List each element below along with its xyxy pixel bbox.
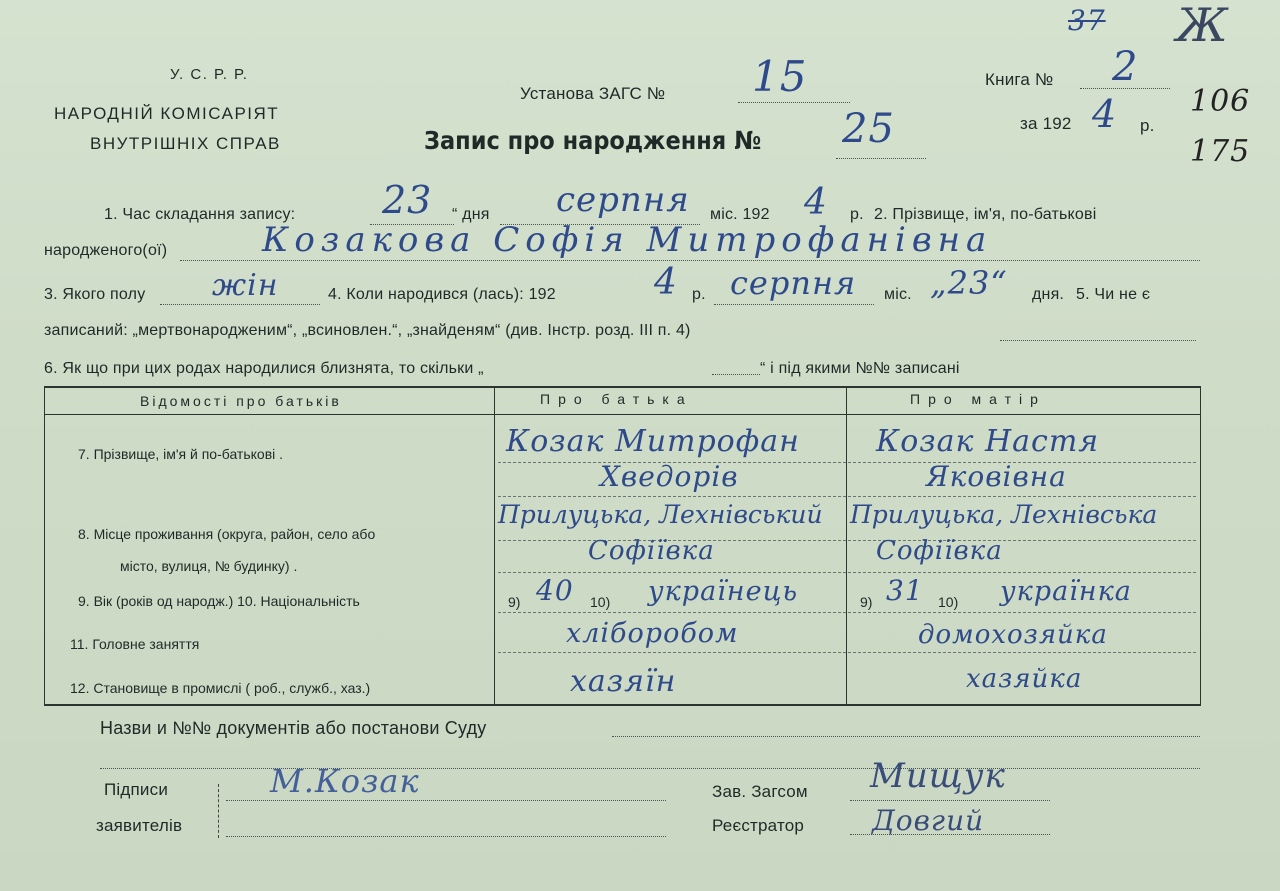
row-label-9: 9. Вік (років од народж.) 10. Національність	[78, 593, 360, 609]
registry-no-line	[738, 102, 850, 103]
book-label: Книга №	[985, 70, 1054, 89]
head-signature: Мищук	[870, 756, 1006, 796]
signatures-label-1: Підписи	[104, 780, 169, 799]
row-label-8a: 8. Місце проживання (округа, район, село або	[78, 526, 376, 542]
field-1-year-label: р.	[850, 206, 864, 223]
state-header: У. С. Р. Р.	[170, 66, 249, 83]
field-5-line	[1000, 340, 1196, 341]
field-1-month-label: міс. 192	[710, 206, 770, 223]
table-col-divider-1	[494, 386, 495, 706]
row-label-7: 7. Прізвище, ім'я й по-батькові .	[78, 446, 284, 462]
field-4-label: 4. Коли народився (лась): 192	[328, 286, 556, 303]
field-4-month-label: міс.	[884, 286, 912, 303]
father-age-prefix: 9)	[508, 594, 521, 610]
signatures-label-2: заявителів	[96, 816, 183, 835]
field-4-year-label: р.	[692, 286, 706, 303]
row-line-9	[498, 612, 1196, 613]
col-header-info: Відомості про батьків	[140, 393, 342, 409]
applicant-signature: М.Козак	[270, 762, 420, 800]
field-2-name: Козакова Софія Митрофанівна	[262, 220, 993, 260]
registry-no: 15	[752, 52, 808, 101]
row-line-11	[498, 652, 1196, 653]
field-1-day-label: “ дня	[452, 206, 490, 223]
field-4-month-line	[714, 304, 874, 305]
table-header-border	[44, 414, 1200, 415]
field-6-count-line	[712, 374, 760, 375]
mother-status: хазяйка	[966, 664, 1083, 694]
father-place-1: Прилуцька, Лехнівський	[498, 500, 823, 529]
father-nat-prefix: 10)	[590, 594, 611, 610]
documents-line	[612, 736, 1200, 737]
corner-number-crossed: 37	[1068, 4, 1106, 37]
applicant-line-1	[226, 800, 666, 801]
head-label: Зав. Загсом	[712, 782, 808, 801]
document-title: Запис про народження №	[424, 126, 762, 155]
table-top-border	[44, 386, 1200, 388]
registrar-signature: Довгий	[872, 804, 985, 837]
father-nationality: українець	[648, 576, 799, 607]
corner-mark: Ж	[1176, 0, 1229, 52]
row-label-11: 11. Головне заняття	[70, 636, 200, 652]
row-label-12: 12. Становище в промислі ( роб., служб., хаз.)	[70, 680, 371, 696]
field-1-day: 23	[382, 178, 433, 222]
commissariat-line1: НАРОДНІЙ КОМІСАРІЯТ	[54, 104, 280, 123]
table-col-divider-2	[846, 386, 847, 706]
mother-age-prefix: 9)	[860, 594, 873, 610]
field-4-year-digit: 4	[654, 262, 678, 303]
mother-nationality: українка	[1000, 576, 1132, 607]
field-3-label: 3. Якого полу	[44, 286, 146, 303]
year-digit: 4	[1092, 92, 1118, 136]
applicant-line-2	[226, 836, 666, 837]
field-4-month: серпня	[730, 264, 857, 302]
table-bottom-border	[44, 704, 1200, 706]
father-status: хазяїн	[570, 664, 677, 699]
mother-place-1: Прилуцька, Лехнівська	[850, 500, 1158, 529]
mother-age: 31	[886, 574, 924, 607]
year-label-post: р.	[1140, 116, 1155, 135]
row-label-8b: місто, вулиця, № будинку) .	[120, 558, 298, 574]
father-occupation: хліборобом	[566, 618, 739, 649]
corner-number-2: 175	[1190, 134, 1251, 169]
field-3-value: жін	[212, 268, 279, 303]
registry-label: Установа ЗАГС №	[520, 84, 666, 103]
record-no-line	[836, 158, 926, 159]
commissariat-line2: ВНУТРІШНІХ СПРАВ	[90, 134, 281, 153]
year-label-pre: за 192	[1020, 114, 1072, 133]
row-line-7b	[498, 496, 1196, 497]
father-name-2: Хведорів	[600, 460, 739, 493]
field-6-label-post: “ і під якими №№ записані	[760, 360, 960, 377]
field-2-label: 2. Прізвище, ім'я, по-батькові	[874, 206, 1097, 223]
table-left-border	[44, 386, 45, 706]
head-line	[850, 800, 1050, 801]
mother-nat-prefix: 10)	[938, 594, 959, 610]
corner-number-1: 106	[1190, 84, 1251, 119]
field-1-month: серпня	[556, 180, 690, 220]
field-4-day-label: дня.	[1032, 286, 1065, 303]
father-age: 40	[536, 574, 574, 607]
field-5-line2: записаний: „мертвонародженим“, „всиновлен.“, „знайденям“ (див. Інстр. розд. III п. 4)	[44, 322, 691, 339]
col-header-mother: Про матір	[910, 391, 1046, 407]
field-2-line	[180, 260, 1200, 261]
mother-occupation: домохозяйка	[918, 620, 1108, 650]
row-line-8b	[498, 572, 1196, 573]
father-place-2: Софіївка	[588, 536, 715, 566]
col-header-father: Про батька	[540, 391, 693, 407]
father-name-1: Козак Митрофан	[506, 424, 800, 459]
mother-name-1: Козак Настя	[876, 424, 1100, 459]
signatures-bracket	[218, 784, 219, 838]
registrar-label: Реєстратор	[712, 816, 805, 835]
mother-place-2: Софіївка	[876, 536, 1003, 566]
field-6-label: 6. Як що при цих родах народилися близнята, то скільки „	[44, 360, 484, 377]
table-right-border	[1200, 386, 1201, 706]
field-5-label: 5. Чи не є	[1076, 286, 1151, 303]
field-3-line	[160, 304, 320, 305]
field-1-label: 1. Час складання запису:	[104, 206, 296, 223]
field-4-day: „23“	[930, 264, 1008, 302]
book-no: 2	[1112, 44, 1139, 90]
mother-name-2: Яковівна	[926, 460, 1067, 493]
record-no: 25	[842, 106, 895, 152]
documents-label: Назви и №№ документів або постанови Суду	[100, 718, 487, 738]
documents-line-2	[100, 768, 1200, 769]
field-2-label-line2: народженого(ої)	[44, 242, 168, 259]
field-1-year-digit: 4	[804, 182, 828, 223]
